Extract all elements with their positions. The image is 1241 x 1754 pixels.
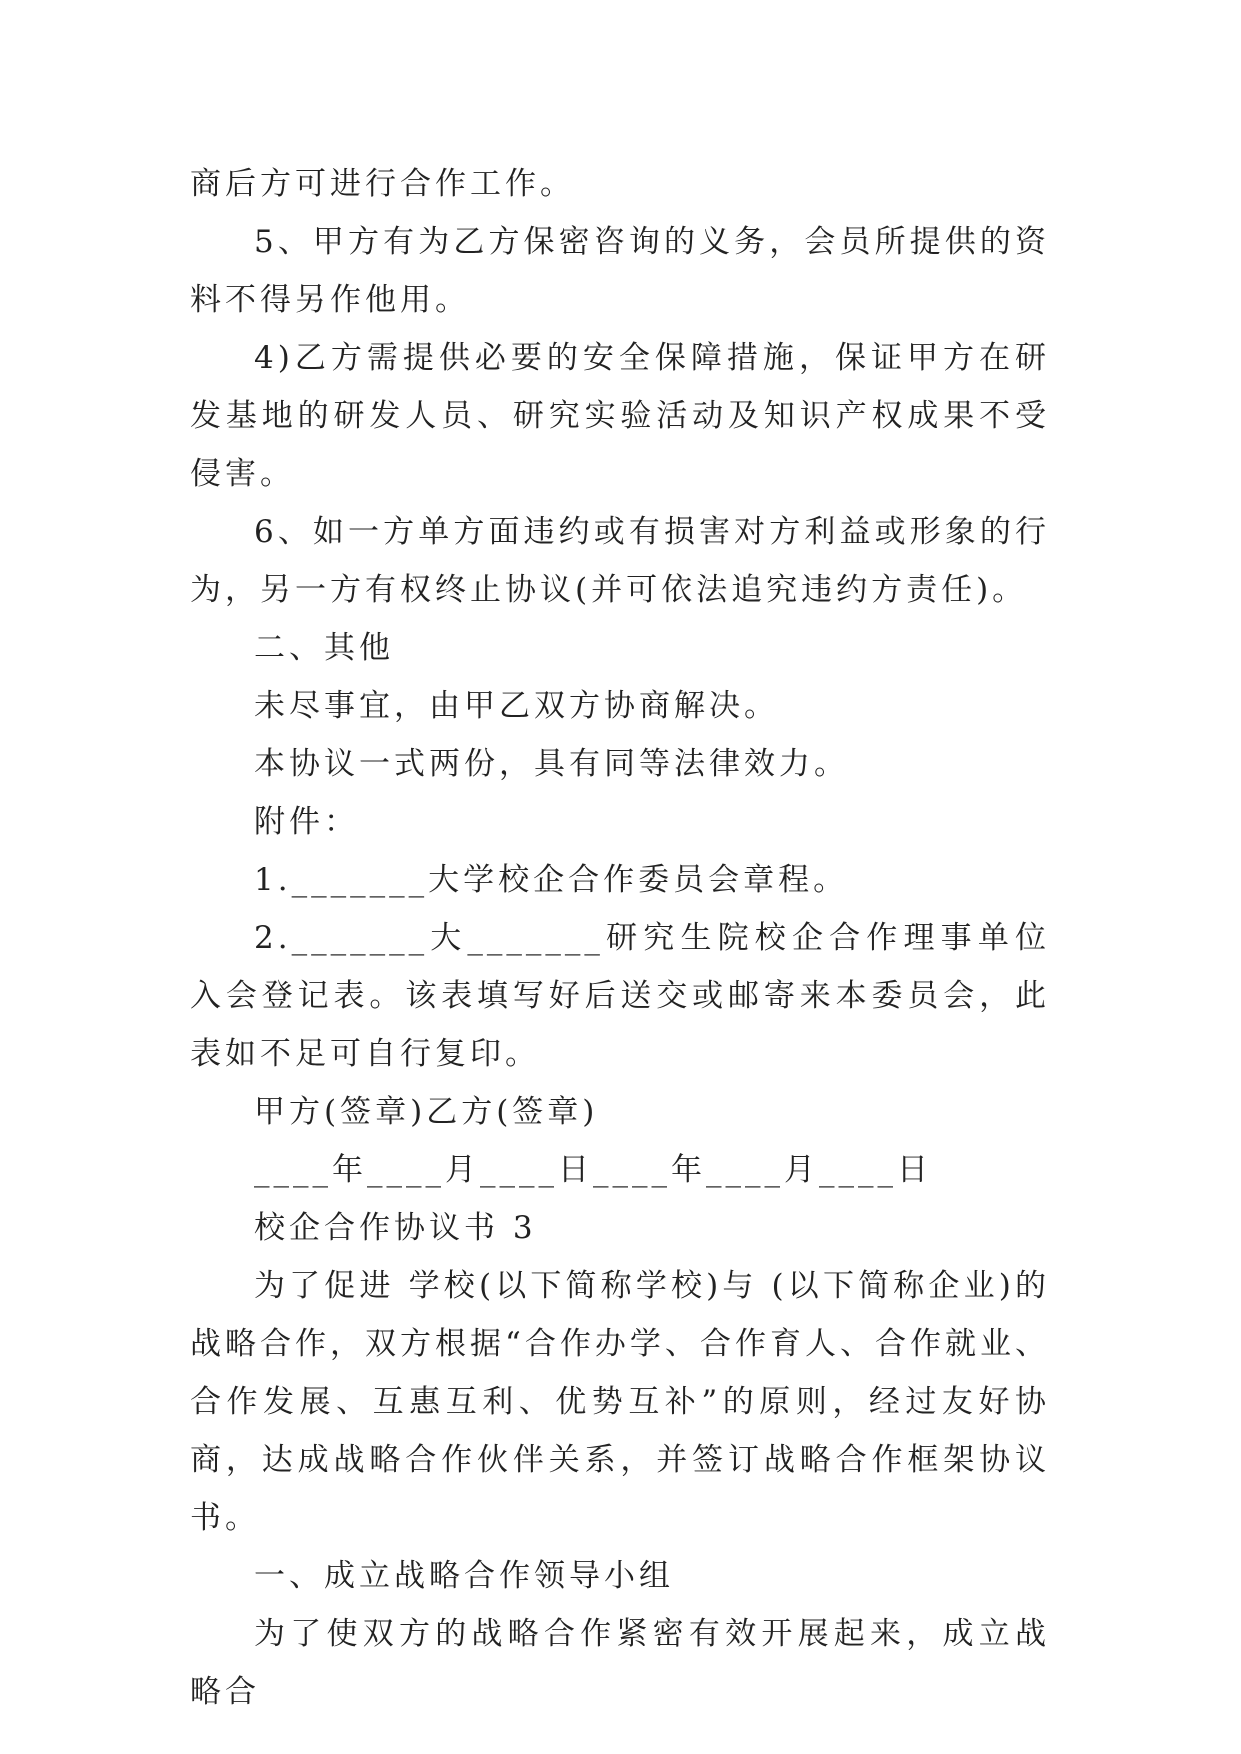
paragraph-leadership-intro: 为了使双方的战略合作紧密有效开展起来，成立战略合 (190, 1616, 1050, 1710)
paragraph-unresolved-matters: 未尽事宜，由甲乙双方协商解决。 (254, 688, 779, 724)
section-heading-leadership-group: 一、成立战略合作领导小组 (254, 1558, 674, 1594)
date-line: ____年____月____日____年____月____日 (254, 1152, 932, 1188)
paragraph-clause-6: 6、如一方单方面违约或有损害对方利益或形象的行为，另一方有权终止协议(并可依法追究违约方责任)。 (190, 514, 1050, 608)
paragraph-preamble: 为了促进 学校(以下简称学校)与 (以下简称企业)的战略合作，双方根据“合作办学、合作育人、合作就业、合作发展、互惠互利、优势互补”的原则，经过友好协商，达成战略合作伙伴关系，并签订战略合作框架协议书。 (190, 1268, 1050, 1536)
paragraph-clause-4: 4)乙方需提供必要的安全保障措施，保证甲方在研发基地的研发人员、研究实验活动及知识产权成果不受侵害。 (190, 340, 1050, 492)
paragraph-copies: 本协议一式两份，具有同等法律效力。 (254, 746, 849, 782)
signature-line: 甲方(签章)乙方(签章) (254, 1094, 599, 1130)
attachments-label: 附件： (254, 804, 359, 840)
attachment-item-2: 2._______大_______研究生院校企合作理事单位入会登记表。该表填写好后送交或邮寄来本委员会，此表如不足可自行复印。 (190, 920, 1050, 1072)
attachment-item-1: 1._______大学校企合作委员会章程。 (254, 862, 849, 898)
paragraph-clause-5: 5、甲方有为乙方保密咨询的义务，会员所提供的资料不得另作他用。 (190, 224, 1050, 318)
paragraph-1: 商后方可进行合作工作。 (190, 166, 575, 202)
agreement-title-3: 校企合作协议书 3 (254, 1210, 537, 1246)
document-body (190, 155, 1050, 1721)
section-heading-other: 二、其他 (254, 630, 394, 666)
